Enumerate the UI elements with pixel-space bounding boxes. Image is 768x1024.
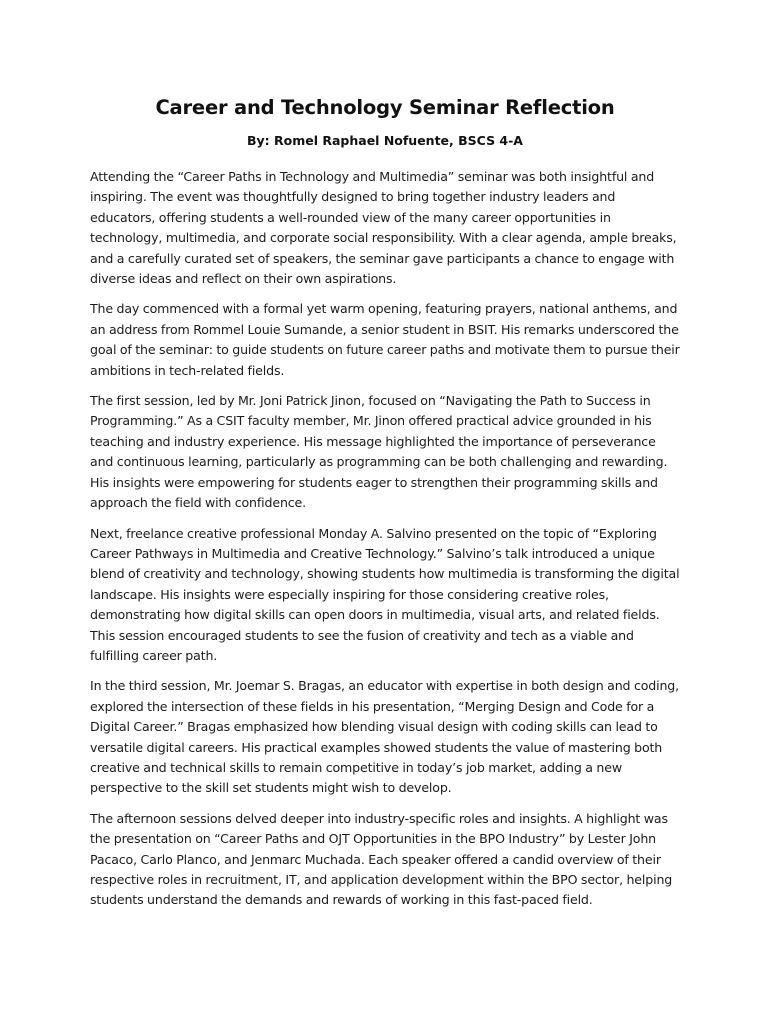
document-title: Career and Technology Seminar Reflection (155, 96, 615, 119)
paragraph-4: Next, freelance creative professional Monday A. Salvino presented on the topic of “Exploring Career Pathways in Multimedia and Creative Technology.” Salvino’s talk introduced a unique blend of creativity and technology, showing students how multimedia is transforming the digital landscape. His insights were especially inspiring for those considering creative roles, demonstrating how digital skills can open doors in multimedia, visual arts, and related fields. This session encouraged students to see the fusion of creativity and tech as a viable and fulfilling career path. (90, 525, 680, 663)
paragraph-3: The first session, led by Mr. Joni Patrick Jinon, focused on “Navigating the Path to Success in Programming.” As a CSIT faculty member, Mr. Jinon offered practical advice grounded in his teaching and industry experience. His message highlighted the importance of perseverance and continuous learning, particularly as programming can be both challenging and rewarding. His insights were empowering for students eager to strengthen their programming skills and approach the field with confidence. (90, 393, 668, 511)
author-byline: By: Romel Raphael Nofuente, BSCS 4-A (246, 133, 523, 148)
document-body (90, 167, 680, 911)
paragraph-5: In the third session, Mr. Joemar S. Bragas, an educator with expertise in both design and coding, explored the intersection of these fields in his presentation, “Merging Design and Code for a Digital Career.” Bragas emphasized how blending visual design with coding skills can lead to versatile digital careers. His practical examples showed students the value of mastering both creative and technical skills to remain competitive in today’s job market, adding a new perspective to the skill set students might wish to develop. (90, 678, 680, 796)
paragraph-2: The day commenced with a formal yet warm opening, featuring prayers, national anthems, and an address from Rommel Louie Sumande, a senior student in BSIT. His remarks underscored the goal of the seminar: to guide students on future career paths and motivate them to pursue their ambitions in tech-related fields. (90, 301, 680, 378)
paragraph-6: The afternoon sessions delved deeper into industry-specific roles and insights. A highlight was the presentation on “Career Paths and OJT Opportunities in the BPO Industry” by Lester John Pacaco, Carlo Planco, and Jenmarc Muchada. Each speaker offered a candid overview of their respective roles in recruitment, IT, and application development within the BPO sector, helping students understand the demands and rewards of working in this fast-paced field. (90, 810, 673, 908)
paragraph-1: Attending the “Career Paths in Technology and Multimedia” seminar was both insightful and inspiring. The event was thoughtfully designed to bring together industry leaders and educators, offering students a well-rounded view of the many career opportunities in technology, multimedia, and corporate social responsibility. With a clear agenda, ample breaks, and a carefully curated set of speakers, the seminar gave participants a chance to engage with diverse ideas and reflect on their own aspirations. (90, 169, 677, 287)
